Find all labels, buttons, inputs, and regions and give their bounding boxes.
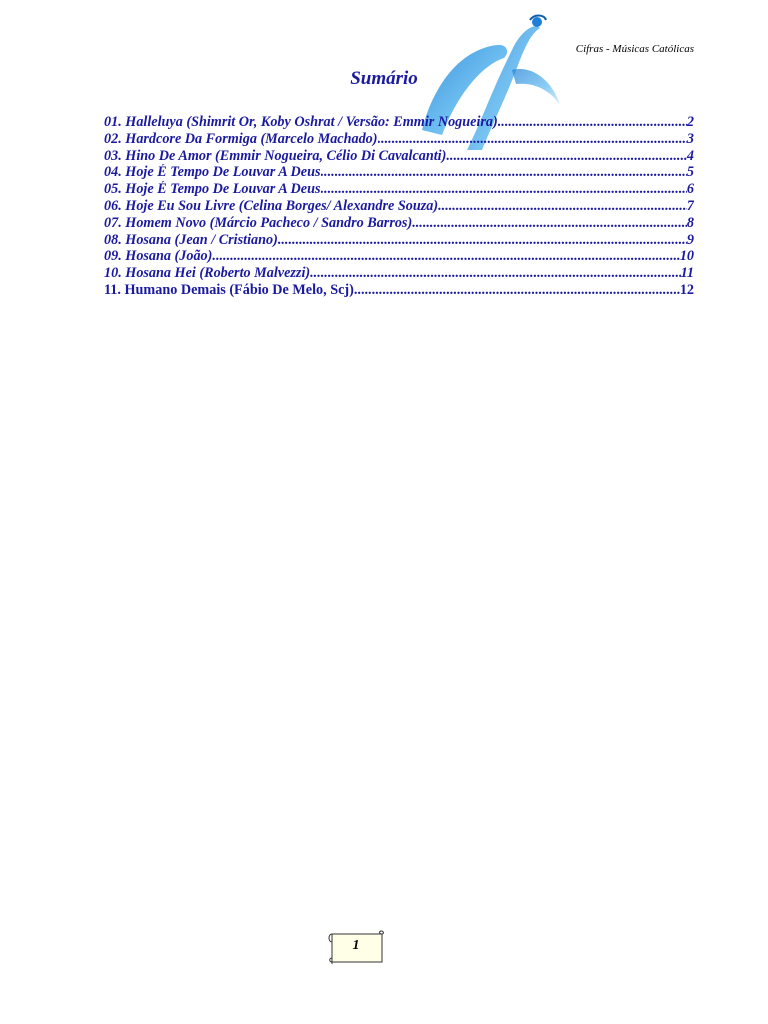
toc-entry-title: 02. Hardcore Da Formiga (Marcelo Machado) <box>104 130 378 147</box>
dot-leader <box>498 114 687 131</box>
toc-entry-title: 01. Halleluya (Shimrit Or, Koby Oshrat / Versão: Emmir Nogueira) <box>104 114 498 130</box>
toc-entry[interactable] <box>104 282 694 299</box>
toc-entry[interactable] <box>104 148 694 165</box>
toc-entry-title: 10. Hosana Hei (Roberto Malvezzi) <box>104 265 311 282</box>
toc-entry[interactable] <box>104 265 694 282</box>
dot-leader <box>278 232 687 249</box>
toc-entry[interactable] <box>104 181 694 198</box>
dot-leader <box>412 215 687 232</box>
dot-leader <box>310 265 680 282</box>
toc-entry[interactable] <box>104 114 694 131</box>
dot-leader <box>321 164 687 181</box>
toc-entry-page: 3 <box>686 130 694 147</box>
dot-leader <box>321 181 687 198</box>
toc-entry-page: 4 <box>686 147 694 164</box>
toc-entry-page: 8 <box>686 214 694 231</box>
page-number: 1 <box>352 938 360 953</box>
toc-entry-page: 10 <box>679 248 694 265</box>
dot-leader <box>378 131 687 148</box>
toc-entry-title: 08. Hosana (Jean / Cristiano) <box>104 231 278 248</box>
toc-entry-title: 09. Hosana (João) <box>104 248 213 265</box>
toc-entry-title: 11. Humano Demais (Fábio De Melo, Scj) <box>104 281 354 298</box>
page-title: Sumário <box>350 68 418 89</box>
dot-leader <box>354 282 680 299</box>
toc-entry[interactable] <box>104 215 694 232</box>
toc-entry-page: 9 <box>686 231 694 248</box>
toc-entry[interactable] <box>104 131 694 148</box>
dot-leader <box>446 148 687 165</box>
toc-entry-title: 05. Hoje É Tempo De Louvar A Deus <box>104 181 321 198</box>
toc-entry-title: 06. Hoje Eu Sou Livre (Celina Borges/ Alexandre Souza) <box>104 197 439 214</box>
toc-entry-page: 5 <box>686 164 694 181</box>
dot-leader <box>212 248 679 265</box>
dot-leader <box>438 198 687 215</box>
toc-entry-page: 6 <box>686 181 694 198</box>
toc-entry-page: 2 <box>686 114 694 130</box>
toc-entry[interactable] <box>104 248 694 265</box>
toc-entry-title: 04. Hoje É Tempo De Louvar A Deus <box>104 164 321 181</box>
toc-entry-title: 03. Hino De Amor (Emmir Nogueira, Célio Di Cavalcanti) <box>104 147 447 164</box>
running-header: Cifras - Músicas Católicas <box>575 43 694 55</box>
table-of-contents <box>104 114 694 299</box>
toc-entry-page: 12 <box>679 281 694 298</box>
toc-entry[interactable] <box>104 232 694 249</box>
toc-entry-page: 11 <box>680 265 694 282</box>
toc-entry[interactable] <box>104 164 694 181</box>
toc-entry-page: 7 <box>686 197 694 214</box>
toc-entry-title: 07. Homem Novo (Márcio Pacheco / Sandro Barros) <box>104 214 413 231</box>
toc-entry[interactable] <box>104 198 694 215</box>
